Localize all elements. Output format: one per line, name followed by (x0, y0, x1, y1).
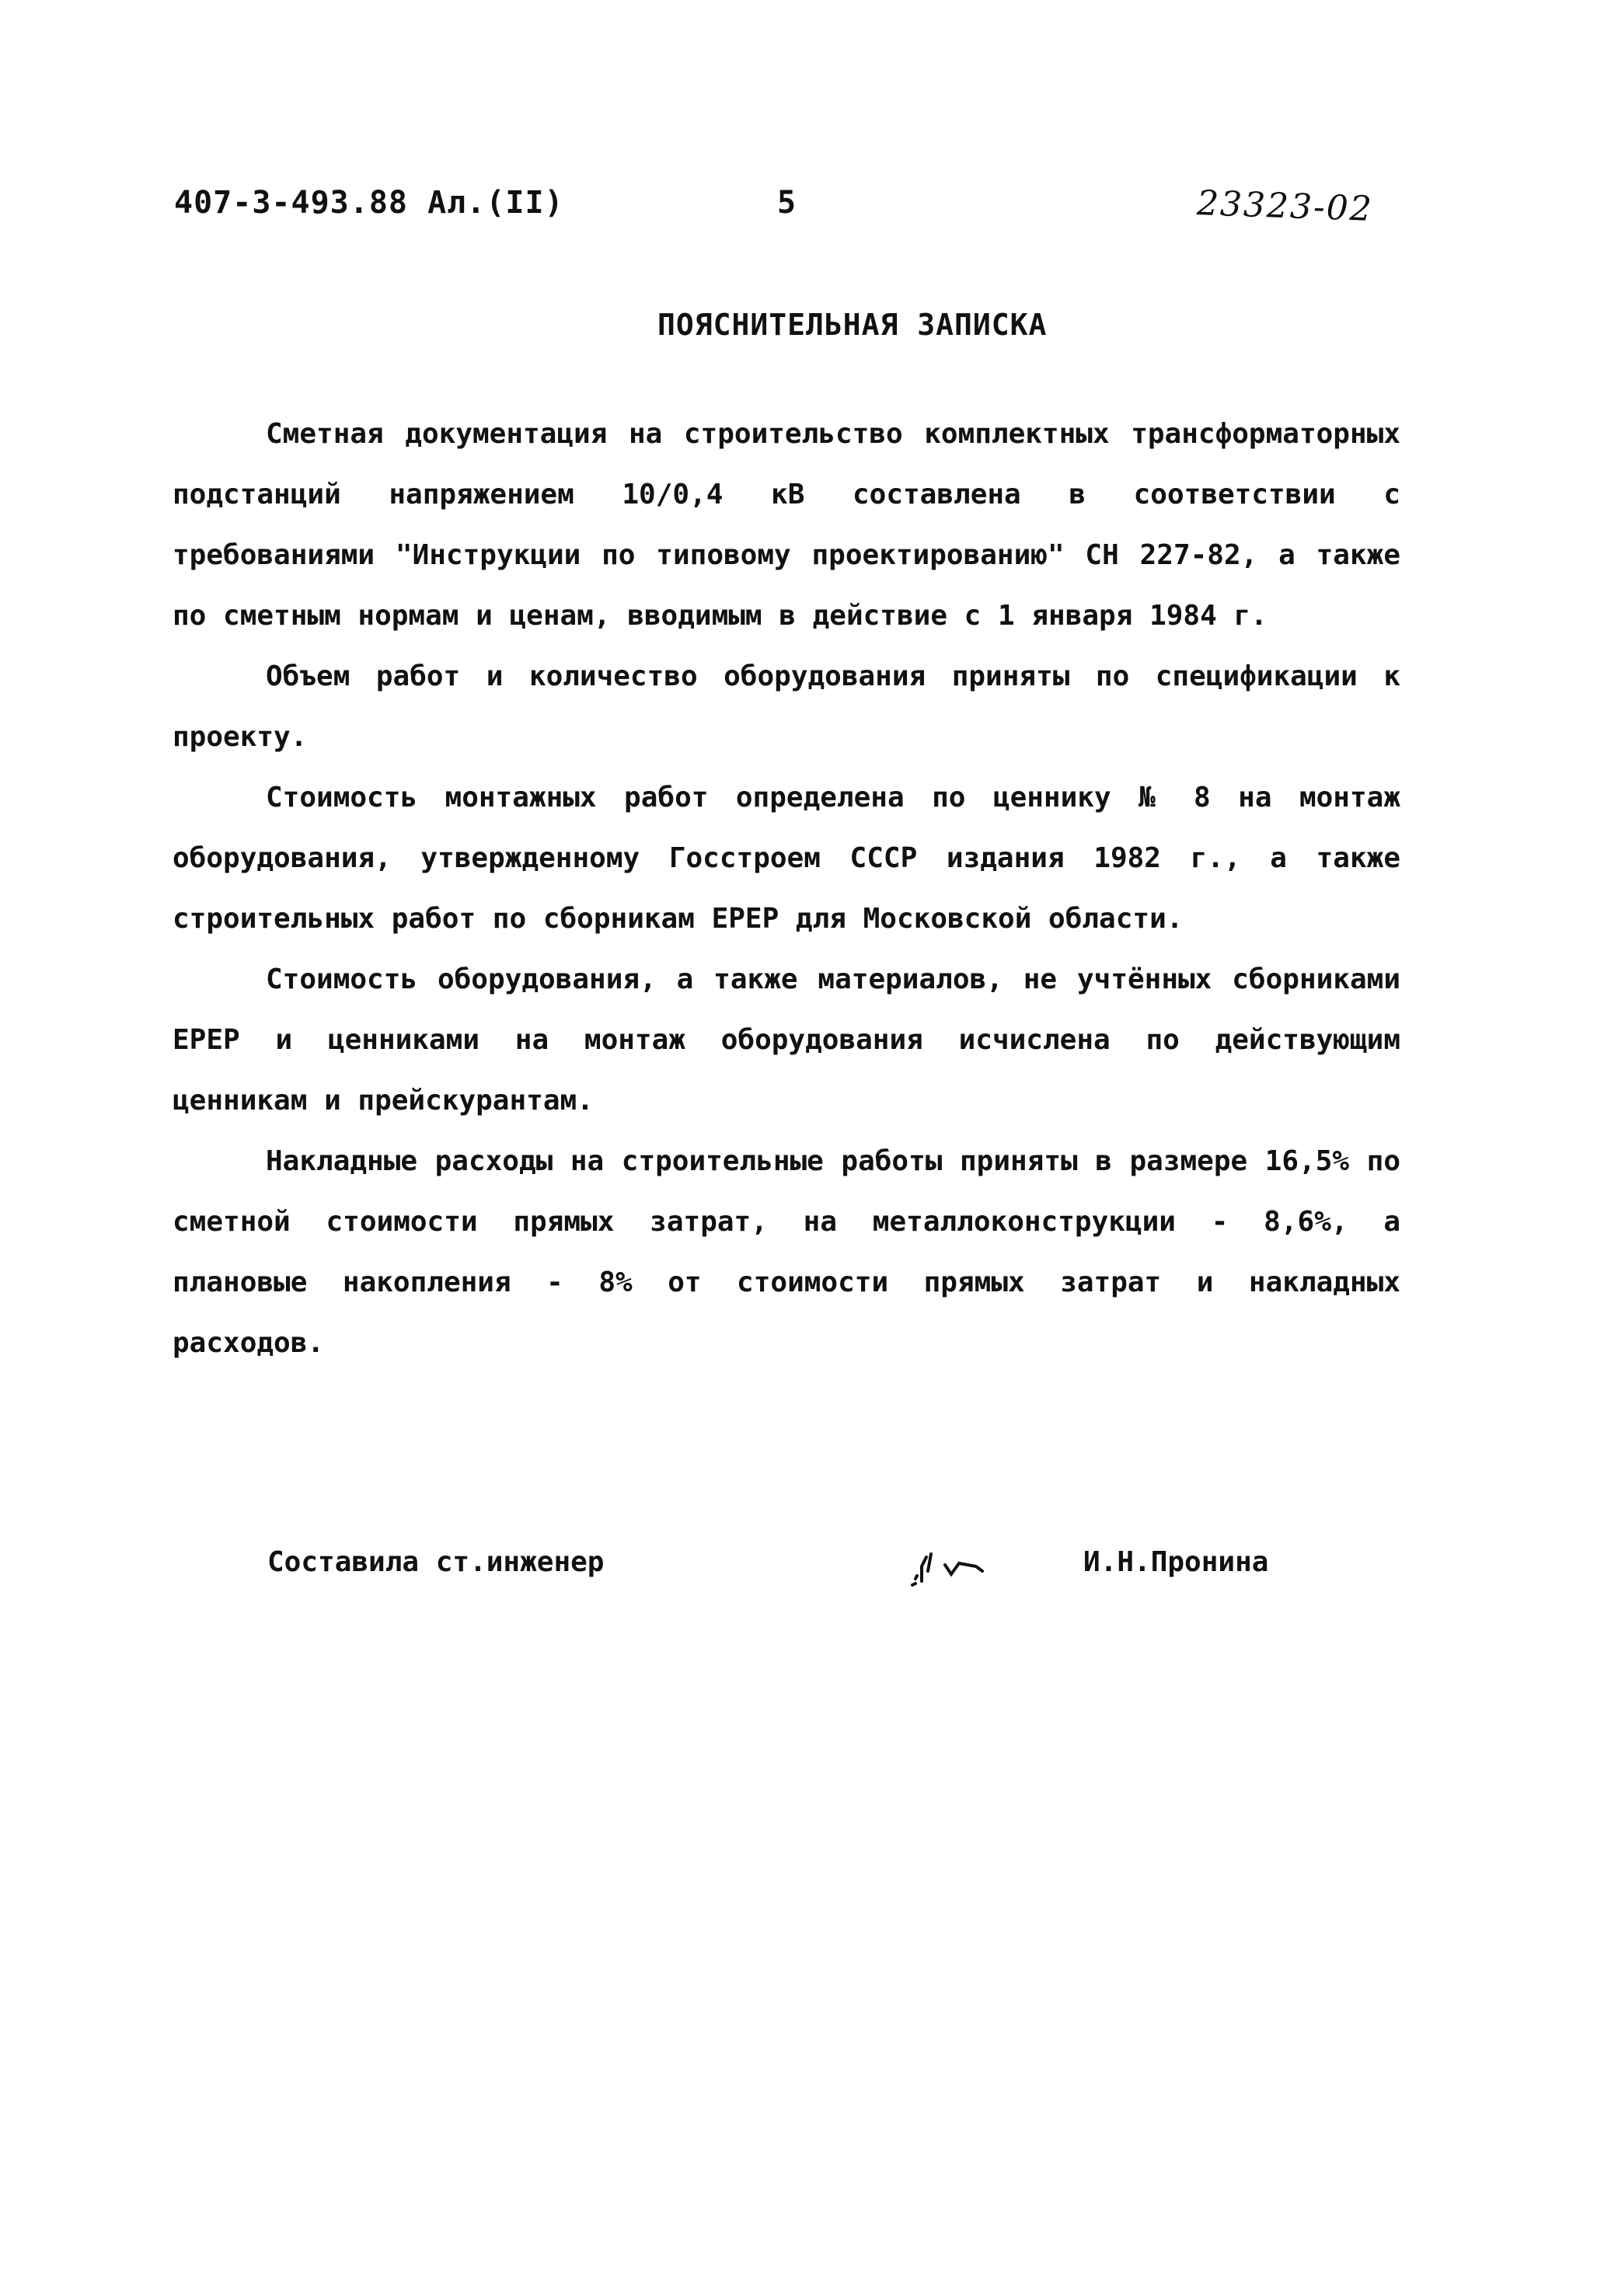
paragraph-estimate-basis: Сметная документация на строительство комплектных трансформаторных подстанций напряжением 10/0,4 кВ составлена в соответствии с требованиями "Инструкции по типовому проектированию" СН 227-82, а также по сметным нормам и ценам, вводимым в действие с 1 января 1984 г. (173, 418, 1400, 632)
paragraph-installation-cost: Стоимость монтажных работ определена по ценнику № 8 на монтаж оборудования, утвержденному Госстроем СССР издания 1982 г., а также строительных работ по сборникам ЕРЕР для Московской области. (173, 782, 1400, 935)
signer-name: И.Н.Пронина (1083, 1546, 1269, 1578)
document-code: 407-3-493.88 Ал.(II) (174, 185, 564, 221)
paragraph-overhead: Накладные расходы на строительные работы приняты в размере 16,5% по сметной стоимости прямых затрат, на металлоконструкции - 8,6%, а плановые накопления - 8% от стоимости прямых затрат и накладных расходов. (173, 1145, 1400, 1359)
signature-label: Составила ст.инженер (267, 1546, 605, 1578)
document-title: ПОЯСНИТЕЛЬНАЯ ЗАПИСКА (657, 308, 1048, 342)
handwritten-signature-icon (905, 1538, 1013, 1593)
page-number: 5 (777, 185, 797, 221)
inventory-number: 23323-02 (1196, 183, 1374, 229)
signature-block (267, 1546, 1371, 1608)
paragraph-equipment-cost: Стоимость оборудования, а также материалов, не учтённых сборниками ЕРЕР и ценниками на монтаж оборудования исчислена по действующим ценникам и прейскурантам. (173, 963, 1400, 1117)
document-body (173, 404, 1400, 1374)
paragraph-work-volume: Объем работ и количество оборудования приняты по спецификации к проекту. (173, 660, 1400, 753)
